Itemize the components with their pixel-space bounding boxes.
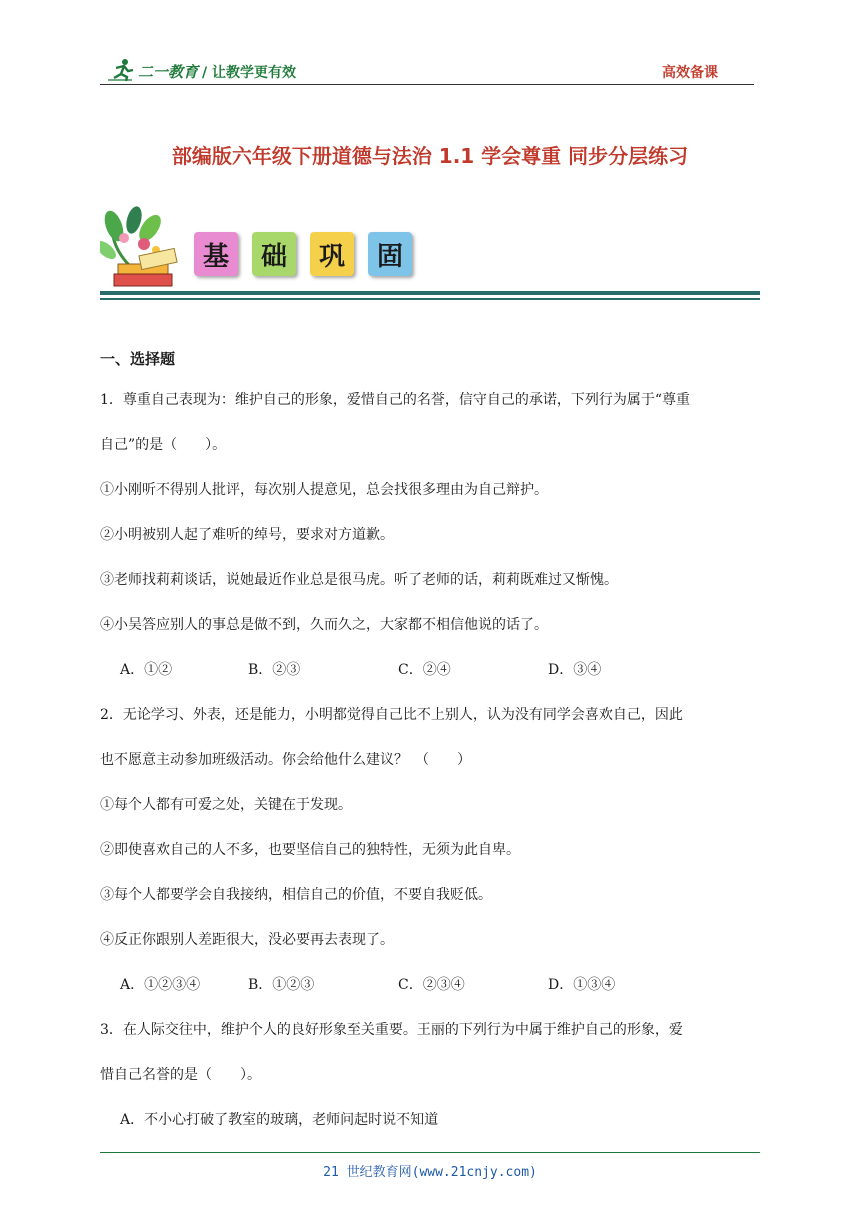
page-header bbox=[100, 58, 754, 85]
banner-divider-thick bbox=[100, 291, 760, 295]
section-banner bbox=[100, 206, 760, 302]
question-stem: 2．无论学习、外表，还是能力，小明都觉得自己比不上别人，认为没有同学会喜欢自己，因此 bbox=[100, 707, 683, 723]
section-heading: 一、选择题 bbox=[100, 350, 176, 368]
statement-item: ①每个人都有可爱之处，关键在于发现。 bbox=[100, 797, 352, 813]
runner-logo-icon bbox=[108, 58, 136, 82]
question-stem-cont: 惜自己名誉的是（ ）。 bbox=[100, 1067, 261, 1083]
banner-tile-1: 基 bbox=[194, 232, 238, 276]
option-d[interactable]: D．①③④ bbox=[548, 977, 616, 993]
question-3 bbox=[100, 1008, 760, 1143]
statement-item: ③老师找莉莉谈话，说她最近作业总是很马虎。听了老师的话，莉莉既难过又惭愧。 bbox=[100, 572, 618, 588]
question-stem: 3．在人际交往中，维护个人的良好形象至关重要。王丽的下列行为中属于维护自己的形象，爱 bbox=[100, 1022, 683, 1038]
question-list bbox=[100, 340, 760, 1143]
page-footer: 21 世纪教育网(www.21cnjy.com) bbox=[100, 1152, 760, 1180]
page-title: 部编版六年级下册道德与法治 1.1 学会尊重 同步分层练习 bbox=[171, 144, 689, 168]
logo-text: 二一教育 bbox=[138, 63, 199, 81]
banner-divider-thin bbox=[100, 298, 760, 300]
option-b[interactable]: B．①②③ bbox=[248, 977, 315, 993]
option-c[interactable]: C．②④ bbox=[398, 662, 451, 678]
option-c[interactable]: C．②③④ bbox=[398, 977, 465, 993]
option-b[interactable]: B．②③ bbox=[248, 662, 301, 678]
option-a[interactable]: A．不小心打破了教室的玻璃，老师问起时说不知道 bbox=[120, 1112, 439, 1128]
question-2 bbox=[100, 693, 760, 1008]
statement-item: ③每个人都要学会自我接纳，相信自己的价值，不要自我贬低。 bbox=[100, 887, 492, 903]
header-slogan: / 让教学更有效 bbox=[202, 65, 296, 81]
header-right-label: 高效备课 bbox=[662, 65, 718, 81]
statement-item: ④小吴答应别人的事总是做不到，久而久之，大家都不相信他说的话了。 bbox=[100, 617, 548, 633]
question-stem: 1．尊重自己表现为：维护自己的形象，爱惜自己的名誉，信守自己的承诺，下列行为属于“尊重 bbox=[100, 392, 691, 408]
option-d[interactable]: D．③④ bbox=[548, 662, 602, 678]
books-plants-illustration bbox=[100, 206, 190, 290]
statement-item: ④反正你跟别人差距很大，没必要再去表现了。 bbox=[100, 932, 394, 948]
question-stem-cont: 也不愿意主动参加班级活动。你会给他什么建议？ （ ） bbox=[100, 752, 471, 768]
statement-item: ②小明被别人起了难听的绰号，要求对方道歉。 bbox=[100, 527, 394, 543]
answer-options bbox=[100, 648, 760, 693]
statement-item: ②即使喜欢自己的人不多，也要坚信自己的独特性，无须为此自卑。 bbox=[100, 842, 520, 858]
banner-tile-3: 巩 bbox=[310, 232, 354, 276]
banner-tile-4: 固 bbox=[368, 232, 412, 276]
question-stem-cont: 自己”的是（ ）。 bbox=[100, 437, 227, 453]
option-a[interactable]: A．①②③④ bbox=[120, 977, 201, 993]
banner-tile-2: 础 bbox=[252, 232, 296, 276]
option-a[interactable]: A．①② bbox=[120, 662, 173, 678]
answer-options bbox=[100, 963, 760, 1008]
statement-item: ①小刚听不得别人批评，每次别人提意见，总会找很多理由为自己辩护。 bbox=[100, 482, 548, 498]
question-1 bbox=[100, 378, 760, 693]
